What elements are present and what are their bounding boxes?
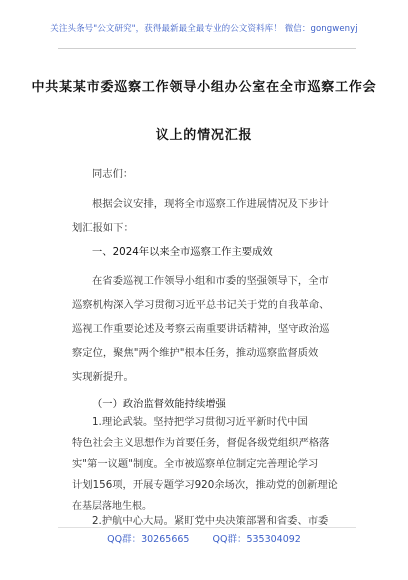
footer (0, 531, 408, 545)
header-banner[interactable]: 关注头条号"公文研究"，获得最新最全最专业的公文资料库！ 微信：gongwenyj (50, 24, 358, 34)
document-title-line-2: 议上的情况汇报 (155, 128, 253, 143)
header-divider (58, 48, 356, 49)
item-1-line-5-visible: 在基层落地生根。 (72, 501, 152, 512)
item-2-line-1: 2.护航中心大局。紧盯党中央决策部署和省委、市委 (92, 515, 329, 527)
item-1-line-1: 1.理论武装。坚持把学习贯彻习近平新时代中国 (92, 416, 308, 428)
section-1-line-5: 实现新提升。 (72, 371, 134, 383)
document-title-line-1: 中共某某市委巡察工作领导小组办公室在全市巡察工作会 (31, 80, 377, 95)
item-1-line-3: 实"第一议题"制度。全市被巡察单位制定完善理论学习 (72, 458, 319, 470)
qq-group-2-link[interactable]: QQ群：535304092 (212, 534, 301, 545)
item-1-line-2: 特色社会主义思想作为首要任务，督促各级党组织严格落 (72, 437, 330, 449)
section-1-heading: 一、2024年以来全市巡察工作主要成效 (92, 246, 273, 258)
salutation: 同志们： (92, 168, 134, 180)
item-1-line-4: 计划156项，开展专题学习920余场次，推动党的创新理论 (72, 479, 338, 491)
section-1-line-1: 在省委巡视工作领导小组和市委的坚强领导下，全市 (92, 275, 329, 287)
section-1-line-2: 巡察机构深入学习贯彻习近平总书记关于党的自我革命、 (72, 299, 330, 311)
qq-group-1-link[interactable]: QQ群：30265665 (107, 534, 190, 545)
subsection-1-heading: （一）政治监督效能持续增强 (92, 398, 226, 410)
intro-line-2: 划汇报如下： (72, 222, 134, 234)
intro-line-1: 根据会议安排，现将全市巡察工作进展情况及下步计 (92, 198, 329, 210)
section-1-line-4: 察定位，聚焦"两个维护"根本任务，推动巡察监督质效 (72, 347, 319, 359)
footer-divider (58, 527, 356, 528)
section-1-line-3: 巡视工作重要论述及考察云南重要讲话精神，坚守政治巡 (72, 323, 330, 335)
